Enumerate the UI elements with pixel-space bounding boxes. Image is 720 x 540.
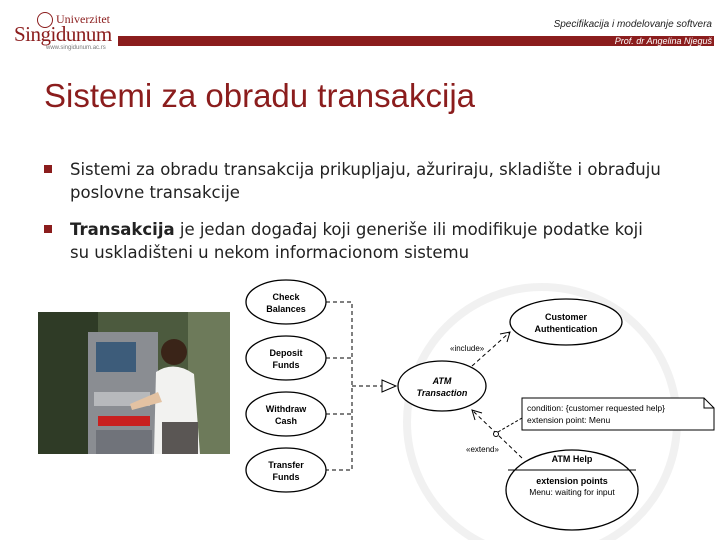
extend-anchor-icon bbox=[494, 432, 499, 437]
bullet-text: Sistemi za obradu transakcija prikupljaju, ažuriraju, skladište i obrađuju poslovne transakcije bbox=[70, 160, 661, 202]
atm-label: Transaction bbox=[416, 388, 468, 398]
use-case-deposit-funds bbox=[246, 336, 326, 380]
header-course: Specifikacija i modelovanje softvera bbox=[553, 19, 712, 30]
atm-help-title: ATM Help bbox=[551, 454, 593, 464]
atm-photo bbox=[38, 312, 230, 454]
bullet-text: je jedan događaj koji generiše ili modifikuje podatke koji su uskladišteni u nekom informacionom sistemu bbox=[70, 220, 643, 262]
use-case-transfer-funds bbox=[246, 448, 326, 492]
bullet-list bbox=[44, 158, 664, 278]
logo-name: Singidunum bbox=[14, 22, 112, 46]
university-logo bbox=[6, 12, 118, 52]
note-condition: condition: {customer requested help} bbox=[527, 403, 665, 413]
bullet-item bbox=[44, 158, 664, 204]
atm-help-points-label: extension points bbox=[536, 476, 608, 486]
note-anchor-line bbox=[498, 418, 522, 432]
use-case-check-balances bbox=[246, 280, 326, 324]
use-case-label: Authentication bbox=[534, 324, 598, 334]
use-case-label: Transfer bbox=[268, 460, 304, 470]
use-case-label: Cash bbox=[274, 416, 298, 426]
header-professor: Prof. dr Angelina Njeguš bbox=[614, 36, 712, 46]
atm-help-point: Menu: waiting for input bbox=[529, 487, 615, 497]
logo-top-word: Univerzitet bbox=[56, 12, 110, 26]
use-case-label: Funds bbox=[272, 472, 300, 482]
use-case-atm-transaction bbox=[398, 361, 486, 411]
condition-note bbox=[522, 398, 714, 430]
extend-label: «extend» bbox=[466, 445, 499, 454]
use-case-label: Withdraw bbox=[265, 404, 307, 414]
bullet-marker-icon bbox=[44, 225, 52, 233]
use-case-label: Check bbox=[272, 292, 300, 302]
use-case-label: Deposit bbox=[269, 348, 303, 358]
bullet-marker-icon bbox=[44, 165, 52, 173]
use-case-label: Customer bbox=[544, 312, 588, 322]
use-case-label: Balances bbox=[266, 304, 306, 314]
atm-label: ATM bbox=[432, 376, 452, 386]
note-extension-point: extension point: Menu bbox=[527, 415, 611, 425]
bullet-bold-term: Transakcija bbox=[70, 220, 175, 239]
use-case-label: Funds bbox=[272, 360, 300, 370]
bullet-item bbox=[44, 218, 664, 264]
logo-url: www.singidunum.ac.rs bbox=[46, 45, 106, 51]
use-case-withdraw-cash bbox=[246, 392, 326, 436]
include-label: «include» bbox=[450, 344, 485, 353]
generalization-lines bbox=[326, 302, 382, 470]
use-case-diagram bbox=[232, 272, 720, 540]
generalization-arrow-icon bbox=[382, 380, 396, 392]
slide-title: Sistemi za obradu transakcija bbox=[44, 77, 476, 114]
use-case-atm-help bbox=[506, 450, 638, 530]
use-case-customer-authentication bbox=[510, 299, 622, 345]
